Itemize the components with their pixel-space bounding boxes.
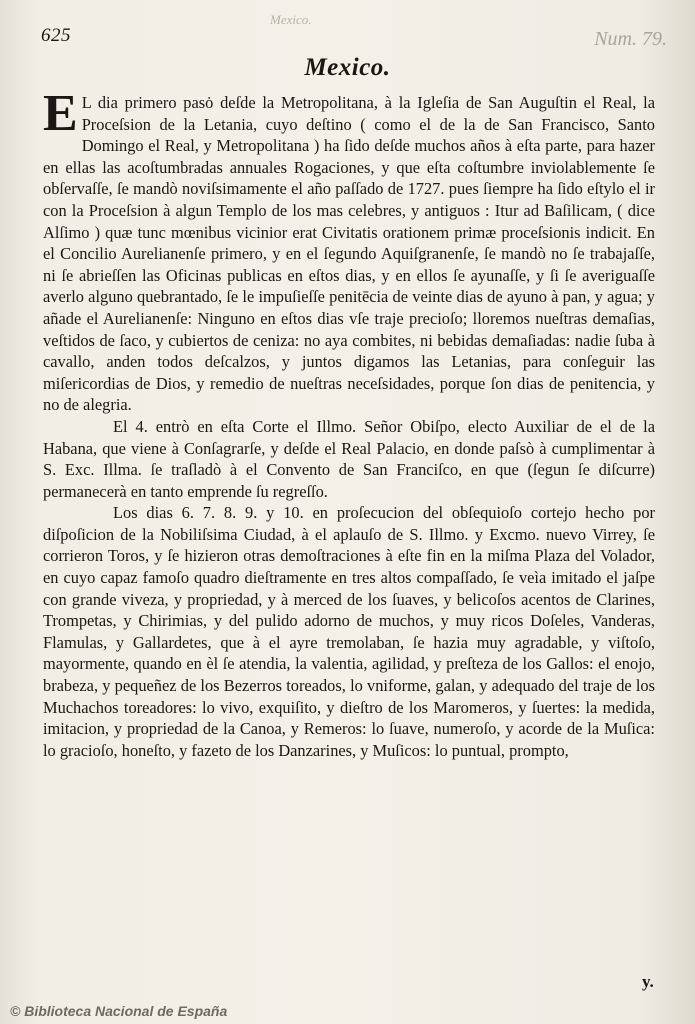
bleed-through-page-label: Num. 79. xyxy=(594,28,667,50)
page-number: 625 xyxy=(41,25,71,46)
paragraph-text: L dia primero pasȯ deſde la Metropolitana, à la Igleſia de San Auguſtin el Real, la Proceſsion de la Letania, cuyo deſtino ( como el de la de San Francisco, Santo Domingo el Real, y Metropolitana ) ha ſido deſde muchos años à eſta parte, para hazer en ellas las acoſtumbradas annuales Rogaciones, y que eſta coſtumbre inviolablemente ſe obſervaſſe, ſe mandò noviſsimamente el año paſſado de 1727. pues ſiempre ha ſido eſtylo el ir con la Proceſsion à algun Templo de los mas celebres, y antiguos : Itur ad Baſilicam, ( dice Alſimo ) quæ tunc mœnibus vicinior erat Civitatis orationem primæ proceſsionis indicit. En el Concilio Aurelianenſe primero, y en el ſegundo Aquiſgranenſe, ſe mandò no ſe trabajaſſe, ni ſe abrieſſen las Oficinas publicas en eſtos dias, y en ellos ſe ayunaſſe, y ſi ſe averiguaſſe averlo alguno quebrantado, ſe le impuſieſſe penitēcia de veinte dias de ayuno à pan, y agua; y añade el Aurelianenſe: Ninguno en eſtos dias vſe traje precioſo; lloremos nueſtras demaſias, veſtidos de ſaco, y cubiertos de ceniza: no aya combites, ni bebidas demaſiadas: nadie ſuba à cavallo, anden todos deſcalzos, y juntos digamos las Letanias, para conſeguir las miſericordias de Dios, y remedio de nueſtras neceſsidades, porque ſon dias de penitencia, y no de alegria. xyxy=(43,93,655,415)
bleed-through-text: Mexico. xyxy=(270,12,312,27)
catchword: y. xyxy=(642,972,654,991)
paragraph-1 xyxy=(43,85,655,416)
library-credit: © Biblioteca Nacional de España xyxy=(10,1003,228,1019)
paragraph-text: El 4. entrò en eſta Corte el Illmo. Señor Obiſpo, electo Auxiliar de el de la Habana, que viene à Conſagrarſe, y deſde el Real Palacio, en donde paſsò à cumplimentar à S. Exc. Illma. ſe traſladò à el Convento de San Franciſco, en que (ſegun ſe diſcurre) permanecerà en tanto emprende ſu regreſſo. xyxy=(43,416,655,501)
paragraph-text: Los dias 6. 7. 8. 9. y 10. en proſecucion del obſequioſo cortejo hecho por diſpoſicion de la Nobiliſsima Ciudad, à el aplauſo de S. Illmo. y Excmo. nuevo Virrey, ſe corrieron Toros, y ſe hizieron otras demoſtraciones à eſte fin en la miſma Plaza del Volador, en cuyo capaz famoſo quadro dieſtramente en tres altos compaſſado, ſe veìa imitado el jaſpe con grande viveza, y propriedad, y à merced de los ſuaves, y belicoſos acentos de Clarines, Trompetas, y Chirimias, y del pulido adorno de muchos, y muy ricos Doſeles, Vanderas, Flamulas, y Gallardetes, que à el ayre tremolaban, ſe hazia muy agradable, y viſtoſo, mayormente, quando en èl ſe atendia, la valentia, agilidad, y preſteza de los Gallos: el enojo, brabeza, y pequeñez de los Bezerros toreados, lo vniforme, galan, y adequado del traje de los Muchachos toreadores: lo vivo, exquiſito, y dieſtro de los Maromeros, y ſuertes: la medida, imitacion, y propriedad de la Canoa, y Remeros: lo ſuave, numeroſo, y acorde de la Muſica: lo gracioſo, honeſto, y fazeto de los Danzarines, y Muſicos: lo puntual, prompto, xyxy=(43,503,655,760)
paragraph-2 xyxy=(43,416,655,502)
body-text xyxy=(43,85,655,761)
page-title: Mexico. xyxy=(304,54,391,81)
paragraph-3 xyxy=(43,502,655,761)
drop-cap: E xyxy=(43,85,78,142)
